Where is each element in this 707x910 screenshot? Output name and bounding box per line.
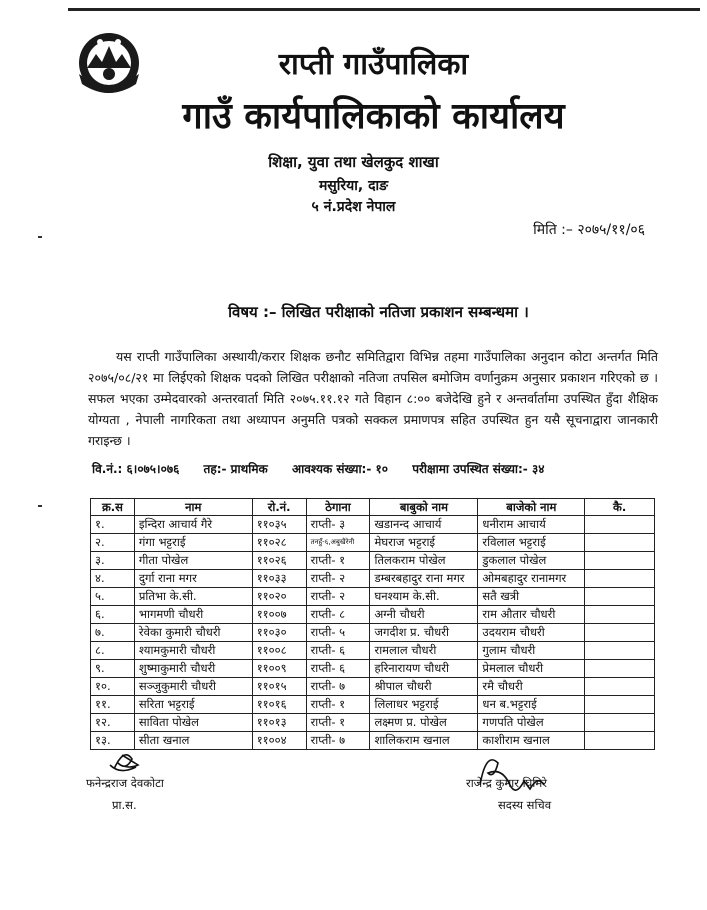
punch-mark: [38, 505, 42, 507]
column-header: रो.नं.: [252, 499, 306, 516]
signatory-left-post: प्रा.स.: [112, 798, 137, 812]
row-serial: ५.: [91, 588, 135, 606]
row-serial: ८.: [91, 642, 135, 660]
candidate-name: इन्दिरा आचार्य गैरे: [134, 516, 252, 534]
remarks: [585, 624, 655, 642]
notice-number: वि.नं.: ६।०७५।०७६: [92, 462, 180, 476]
candidate-name: सीता खनाल: [134, 732, 252, 750]
remarks: [585, 552, 655, 570]
body-text: यस राप्ती गाउँपालिका अस्थायी/करार शिक्षक छनौट समितिद्वारा विभिन्न तहमा गाउँपालिका अनुदान कोटा अन्तर्गत मिति २०७५/०८/२१ मा लिईएको शिक्षक पदको लिखित परीक्षाको नतिजा तपसिल बमोजिम वर्णानुक्रम अनुसार प्रकाशन गरिएको छ । सफल भएका उम्मेदवारको अन्तरवार्ता मिति २०७५.११.१२ गते विहान ८:०० बजेदेखि हुने र अन्तर्वार्तामा उपस्थित हुँदा शैक्षिक योग्यता , नेपाली नागरिकता तथा अध्यापन अनुमति पत्रको सक्कल प्रमाणपत्र सहित उपस्थित हुन यसै सूचनाद्वारा जानकारी गराइन्छ ।: [88, 349, 658, 448]
table-row: [91, 588, 655, 606]
row-serial: ३.: [91, 552, 135, 570]
column-header: बाबुको नाम: [370, 499, 478, 516]
roll-number: ११०३५: [252, 516, 306, 534]
column-header: ठेगाना: [306, 499, 370, 516]
required-count: आवश्यक संख्या:- १०: [291, 462, 388, 476]
address: राप्ती- ३: [306, 516, 370, 534]
father-name: खडानन्द आचार्य: [370, 516, 478, 534]
remarks: [585, 570, 655, 588]
table-row: [91, 516, 655, 534]
candidate-name: दुर्गा राना मगर: [134, 570, 252, 588]
column-header: कै.: [585, 499, 655, 516]
remarks: [585, 588, 655, 606]
father-name: घनश्याम के.सी.: [370, 588, 478, 606]
grandfather-name: सतै खत्री: [478, 588, 585, 606]
table-row: [91, 642, 655, 660]
office-name: गाउँ कार्यपालिकाको कार्यालय: [182, 96, 565, 137]
roll-number: ११००९: [252, 660, 306, 678]
roll-number: ११०१३: [252, 714, 306, 732]
father-name: लिलाधर भट्टराई: [370, 696, 478, 714]
present-count: परीक्षामा उपस्थित संख्या:- ३४: [412, 462, 545, 476]
candidate-name: गीता पोखेल: [134, 552, 252, 570]
grandfather-name: गुलाम चौधरी: [478, 642, 585, 660]
address: राप्ती- ७: [306, 732, 370, 750]
grandfather-name: राम औतार चौधरी: [478, 606, 585, 624]
father-name: तिलकराम पोखेल: [370, 552, 478, 570]
remarks: [585, 534, 655, 552]
grandfather-name: धनीराम आचार्य: [478, 516, 585, 534]
table-row: [91, 624, 655, 642]
remarks: [585, 516, 655, 534]
candidate-name: साविता पोखेल: [134, 714, 252, 732]
grandfather-name: डुकलाल पोखेल: [478, 552, 585, 570]
column-header: क्र.स: [91, 499, 135, 516]
table-row: [91, 696, 655, 714]
father-name: अग्नी चौधरी: [370, 606, 478, 624]
row-serial: ६.: [91, 606, 135, 624]
issue-date: मिति :– २०७५/११/०६: [533, 222, 645, 238]
row-serial: ९.: [91, 660, 135, 678]
grandfather-name: प्रेमलाल चौधरी: [478, 660, 585, 678]
table-header-row: [91, 499, 655, 516]
candidate-name: गंगा भट्टराई: [134, 534, 252, 552]
address: राप्ती- २: [306, 570, 370, 588]
grandfather-name: रविलाल भट्टराई: [478, 534, 585, 552]
grandfather-name: गणपति पोखेल: [478, 714, 585, 732]
row-serial: ७.: [91, 624, 135, 642]
address: राप्ती- ८: [306, 606, 370, 624]
grandfather-name: रमै चौधरी: [478, 678, 585, 696]
row-serial: १.: [91, 516, 135, 534]
roll-number: ११००४: [252, 732, 306, 750]
remarks: [585, 660, 655, 678]
remarks: [585, 642, 655, 660]
top-border-line: [68, 8, 700, 11]
roll-number: ११०१५: [252, 678, 306, 696]
municipality-name: राप्ती गाउँपालिका: [278, 47, 469, 82]
table-row: [91, 660, 655, 678]
row-serial: १३.: [91, 732, 135, 750]
father-name: जगदीश प्र. चौधरी: [370, 624, 478, 642]
father-name: शालिकराम खनाल: [370, 732, 478, 750]
grandfather-name: ओमबहादुर रानामगर: [478, 570, 585, 588]
table-row: [91, 534, 655, 552]
candidate-name: सरिता भट्टराई: [134, 696, 252, 714]
candidate-name: भागमणी चौधरी: [134, 606, 252, 624]
roll-number: ११००८: [252, 642, 306, 660]
roll-number: ११०२८: [252, 534, 306, 552]
results-table: [90, 498, 655, 750]
table-row: [91, 678, 655, 696]
grandfather-name: उदयराम चौधरी: [478, 624, 585, 642]
row-serial: १०.: [91, 678, 135, 696]
address: राप्ती- ६: [306, 642, 370, 660]
roll-number: ११०२६: [252, 552, 306, 570]
row-serial: १२.: [91, 714, 135, 732]
father-name: श्रीपाल चौधरी: [370, 678, 478, 696]
father-name: मेघराज भट्टराई: [370, 534, 478, 552]
teaching-level: तह:- प्राथमिक: [203, 462, 268, 476]
table-row: [91, 714, 655, 732]
grandfather-name: धन ब.भट्टराई: [478, 696, 585, 714]
father-name: हरिनारायण चौधरी: [370, 660, 478, 678]
table-row: [91, 570, 655, 588]
candidate-name: प्रतिभा के.सी.: [134, 588, 252, 606]
roll-number: ११०३०: [252, 624, 306, 642]
signatory-right-name: राजेन्द्र कुमार घिमिरे: [466, 776, 547, 790]
signatory-right-post: सदस्य सचिव: [498, 798, 552, 812]
address: राप्ती- १: [306, 714, 370, 732]
notice-meta: [92, 460, 672, 477]
column-header: बाजेको नाम: [478, 499, 585, 516]
signatory-left-name: फनेन्द्रराज देवकोटा: [86, 776, 164, 790]
grandfather-name: काशीराम खनाल: [478, 732, 585, 750]
table-row: [91, 552, 655, 570]
father-name: डम्बरबहादुर राना मगर: [370, 570, 478, 588]
section-name: शिक्षा, युवा तथा खेलकुद शाखा: [268, 153, 439, 171]
address: राप्ती- १: [306, 552, 370, 570]
office-location: मसुरिया, दाङ: [318, 178, 389, 194]
candidate-name: सञ्जुकुमारी चौधरी: [134, 678, 252, 696]
roll-number: ११०३३: [252, 570, 306, 588]
candidate-name: रेवेका कुमारी चौधरी: [134, 624, 252, 642]
candidate-name: शुष्माकुमारी चौधरी: [134, 660, 252, 678]
roll-number: ११००७: [252, 606, 306, 624]
notice-subject: विषय :– लिखित परीक्षाको नतिजा प्रकाशन सम्बन्धमा ।: [228, 303, 529, 321]
row-serial: ४.: [91, 570, 135, 588]
notice-body: [88, 346, 658, 451]
address: राप्ती- १: [306, 696, 370, 714]
roll-number: ११०१६: [252, 696, 306, 714]
remarks: [585, 696, 655, 714]
address: राप्ती- २: [306, 588, 370, 606]
province-name: ५ नं.प्रदेश नेपाल: [311, 199, 396, 215]
roll-number: ११०२०: [252, 588, 306, 606]
father-name: रामलाल चौधरी: [370, 642, 478, 660]
father-name: लक्ष्मण प्र. पोखेल: [370, 714, 478, 732]
column-header: नाम: [134, 499, 252, 516]
address: तनहुँ-६,अबुखैरेनी: [306, 534, 370, 552]
remarks: [585, 714, 655, 732]
punch-mark: [38, 236, 42, 238]
address: राप्ती- ६: [306, 660, 370, 678]
remarks: [585, 678, 655, 696]
table-row: [91, 606, 655, 624]
address: राप्ती- ७: [306, 678, 370, 696]
row-serial: ११.: [91, 696, 135, 714]
remarks: [585, 606, 655, 624]
candidate-name: श्यामकुमारी चौधरी: [134, 642, 252, 660]
address: राप्ती- ५: [306, 624, 370, 642]
row-serial: २.: [91, 534, 135, 552]
